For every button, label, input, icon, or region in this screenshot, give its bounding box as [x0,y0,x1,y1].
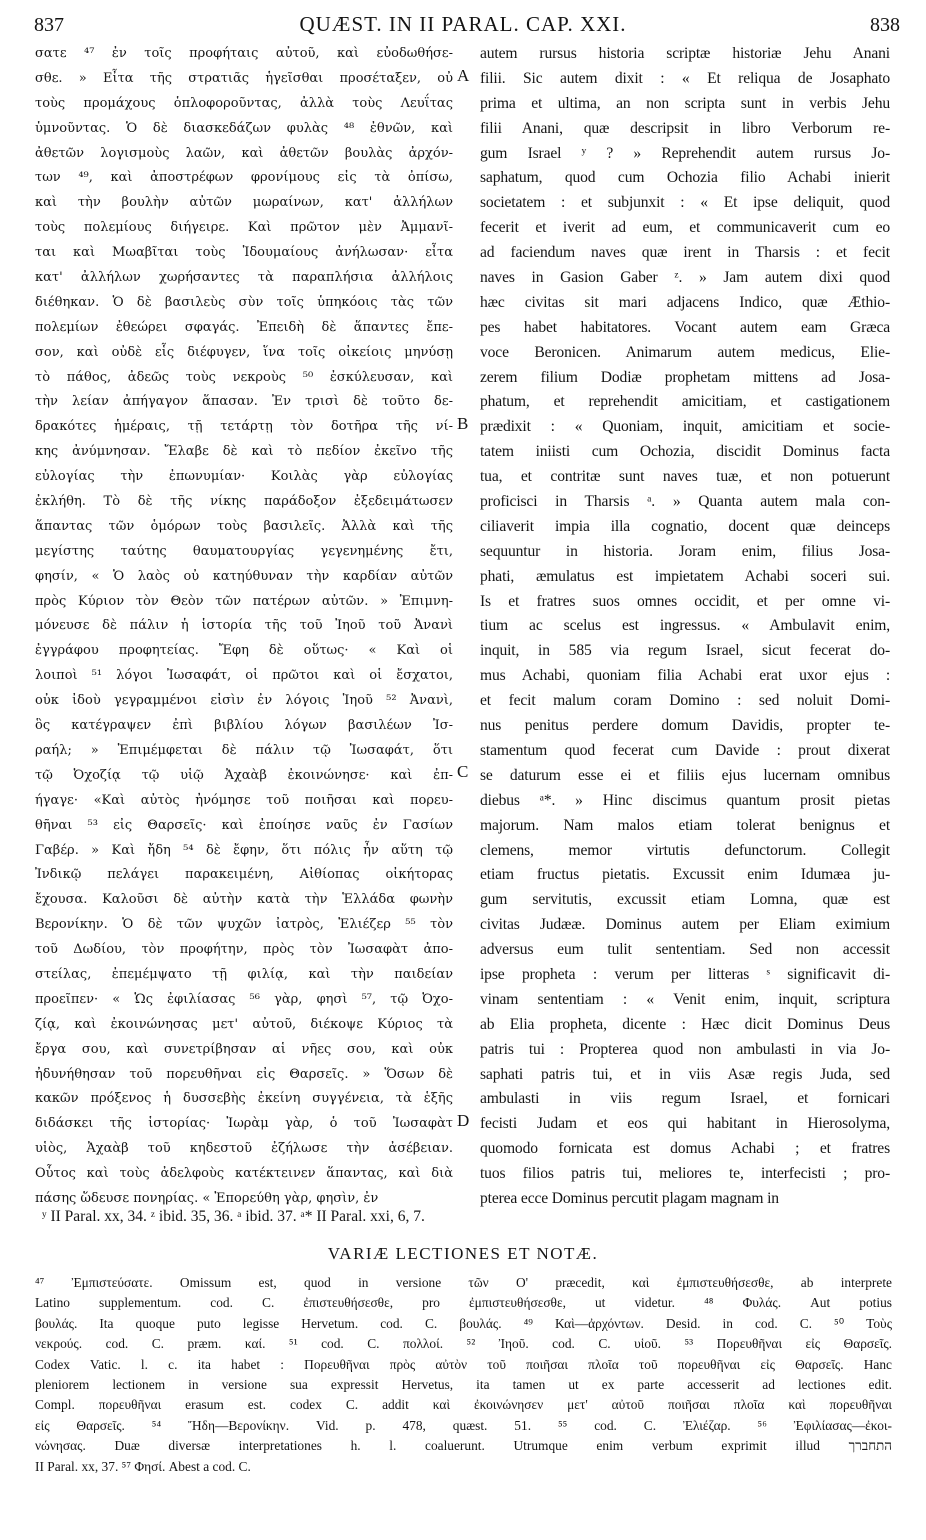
page-number-left: 837 [34,14,64,36]
margin-letter-a: A [457,66,470,85]
latin-text-line: etiam fructus pietatis. Excussit enim Idumæa ju- [480,866,890,884]
scripture-references: ʸ II Paral. xx, 34. ᶻ ibid. 35, 36. ᵃ ibid. 37. ᵃ* II Paral. xxi, 6, 7. [42,1208,425,1225]
greek-text-line: ἠδυνήθησαν τοῦ πορευθῆναι εἰς Θαρσεῖς. » Ὅσων δὲ [35,1066,453,1082]
latin-text-line: saphati patris tui, et in viis Asæ regis Juda, sed [480,1065,890,1083]
greek-text-line: τοὺς πολεμίους διήγειρε. Καὶ πρῶτον μὲν Ἀμμανῖ- [35,220,453,236]
greek-text-line: κης ἀνύμνησαν. Ἔλαβε δὲ καὶ τὸ πεδίον ἐκεῖνο τῆς [35,444,453,460]
note-line: ⁴⁷ Ἐμπιστεύσατε. Omissum est, quod in versione τῶν Ο' præcedit, καὶ ἐμπιστευθήσεσθε, ab interprete [35,1275,892,1290]
greek-text-line: τοῦ Δωδίου, τὸν προφήτην, πρὸς τὸν Ἰωσαφὰτ ἀπο- [35,942,453,958]
latin-text-line: ipse propheta : verum per litteras ˢ significavit di- [480,965,890,983]
latin-text-line: naves in Gasion Gaber ᶻ. » Jam autem dixi quod [480,269,890,287]
latin-text-line: inquit, in 585 via regum Israel, sicut fecerat do- [480,642,890,660]
latin-text-line: nus penitus perdere domum Davidis, propter te- [480,717,890,735]
greek-text-line: εὐλογίας τὴν ἐπωνυμίαν· Κοιλὰς γὰρ εὐλογίας [35,469,453,485]
latin-text-line: tatem iniisti cum Ochozia, discidit Dominus facta [480,443,890,461]
greek-text-line: σθε. » Εἶτα τῆς στρατιᾶς ἡγεῖσθαι προσέταξεν, οὐ [35,70,453,86]
greek-text-line: σατε ⁴⁷ ἐν τοῖς προφήταις αὐτοῦ, καὶ εὐοδωθήσε- [35,46,453,61]
latin-text-line: vinam sententiam : « Venit enim, inquit, scriptura [480,990,890,1008]
latin-text-line: tium ac scelus est ingressus. « Ambulavit enim, [480,617,890,635]
latin-text-line: tua, et contritæ sunt naves tuæ, et non potuerunt [480,468,890,486]
latin-text-line: sequuntur in historia. Joram enim, filius Josa- [480,542,890,560]
greek-text-line: μεγίστης ταύτης θαυματουργίας γεγενημένης ἔτι, [35,543,453,559]
latin-text-line: fecerit et iverit ad eum, et communicaverit cum eo [480,219,890,237]
page-header [0,10,926,40]
margin-letter-c: C [457,762,469,781]
greek-text-line: τὴν λείαν ἀπήγαγον ἅπασαν. Ἐν τρισὶ δὲ τοῦτο δε- [35,394,453,410]
latin-text-line: prima et ultima, an non scripta sunt in verbis Jehu [480,94,890,112]
greek-text-line: πολεμίων ἐθεώρει σφαγάς. Ἐπειδὴ δὲ ἅπαντες ἔπε- [35,319,453,335]
latin-text-line: gum servitutis, excussit etiam Lomna, quæ est [480,891,890,909]
running-title: QUÆST. IN II PARAL. CAP. XXI. [299,12,627,36]
latin-text-line: gum Israel ʸ ? » Reprehendit autem rursus Jo- [480,144,890,162]
latin-text-line: civitas Judææ. Dominus autem per Eliam eximium [480,916,890,934]
latin-text-line: ab Elia propheta, dicente : Hæc dicit Dominus Deus [480,1015,890,1033]
greek-text-line: οὐκ ἰδοὺ γεγραμμένοι εἰσὶν ἐν λόγοις Ἰηοῦ ⁵² Ἀνανὶ, [35,693,453,709]
greek-text-line: Γαβέρ. » Καὶ ἤδη ⁵⁴ δὲ ἔφην, ὅτι πόλις ἦν αὕτη τῷ [35,842,453,858]
note-line: Latino supplementum. cod. C. ἐπιστευθήσεσθε, pro ἐμπιστευθήσεσθε, ut videtur. ⁴⁸ Φυλάς. Aut potius [35,1295,892,1311]
greek-text-line: διέθηκαν. Ὁ δὲ βασιλεὺς σὺν τοῖς ὑπηκόοις τὰς τῶν [35,294,453,310]
greek-text-line: καὶ τὴν βουλὴν αὐτῶν μωραίνων, κατ' ἀλλήλων [35,195,453,211]
greek-text-line: κακῶν πρόξενος ἡ δυσσεβὴς ἐκείνη συγγένεια, τὰ ἑξῆς [35,1091,453,1107]
greek-text-line: μόνευσε δὲ πάλιν ἡ ἱστορία τῆς τοῦ Ἰηοῦ τοῦ Ἀνανὶ [35,618,453,634]
notes-heading: VARIÆ LECTIONES ET NOTÆ. [327,1244,599,1263]
latin-text-line: societatem : et subjunxit : « Et ipse deliquit, quod [480,194,890,212]
latin-text-line: diebus ᵃ*. » Hinc discimus quantum prosit pietas [480,791,890,809]
margin-letter-d: D [457,1111,470,1130]
latin-text-line: se daturum esse ei et filiis ejus lucernam omnibus [480,766,890,784]
latin-text-line: pes habet habitatores. Vocant autem eam Græca [480,318,890,336]
latin-text-line: fecisti Judam et eos qui habitant in Hierosolyma, [480,1115,890,1133]
note-line: II Paral. xx, 37. ⁵⁷ Φησί. Abest a cod. C. [35,1458,251,1474]
note-line: βουλάς. Ita quoque puto legisse Hervetum. cod. C. βουλάς. ⁴⁹ Καὶ—ἀρχόντων. Desid. in cod. C. ⁵⁰ Τοὺς [35,1315,892,1331]
greek-text-line: σον, καὶ οὐδὲ εἷς διέφυγεν, ἵνα τοῖς οἰκείοις μηνύσῃ [35,344,453,360]
greek-text-line: ἐγγράφου προφητείας. Ἔφη δὲ οὕτως· « Καὶ οἱ [35,643,453,659]
variant-readings-notes [35,1273,892,1477]
latin-text-column [480,42,890,1212]
greek-text-line: Οὗτος καὶ τοὺς ἀδελφοὺς κατέκτεινεν ἅπαντας, καὶ διὰ [35,1166,453,1182]
greek-text-line: πάσης ὥδευσε πονηρίας. « Ἐπορεύθη γὰρ, φησὶν, ἐν [35,1190,379,1206]
latin-text-line: hæc civitas sit mari adjacens Indico, quæ Æthio- [480,293,890,311]
margin-letter-b: B [457,414,469,433]
latin-text-line: tuos filios patris tui, meliores te, interfecisti ; pro- [480,1165,890,1183]
greek-text-line: Ἰνδικῷ πελάγει παρακειμένη, Αἰθίοπας οἰκήτορας [35,867,453,883]
latin-text-line: ciliaverit impia illa cognatio, docent quæ deinceps [480,517,890,535]
latin-text-line: phatum, et reprehendit amicitiam, et castigationem [480,393,890,411]
latin-text-line: proficisci in Tharsis ᵃ. » Quanta autem mala con- [480,493,890,511]
greek-text-line: ὃς κατέγραψεν ἐπὶ βιβλίου λόγων βασιλέων Ἰσ- [35,718,453,734]
latin-text-line: stamentum quod fecerat cum Davide : prout dixerat [480,741,890,759]
greek-text-line: Βερονίκην. Ὁ δὲ τῶν ψυχῶν ἰατρὸς, Ἐλιέζερ ⁵⁵ τὸν [35,917,453,933]
greek-text-line: ἀθετῶν λογισμοὺς λαῶν, καὶ ἀθετῶν βουλὰς ἀρχόν- [35,145,453,161]
greek-text-line: τοὺς προμάχους ὁπλοφοροῦντας, ἀλλὰ τοὺς Λευΐτας [35,95,453,111]
latin-text-line: autem rursus historia scriptæ historiæ Jehu Anani [480,45,890,62]
greek-text-line: τὸ πάθος, ἀδεῶς τοὺς νεκροὺς ⁵⁰ ἐσκύλευσαν, καὶ [35,369,453,385]
greek-text-line: κατ' ἀλλήλων χωρήσαντες τὰ παραπλήσια ἀλλήλοις [35,270,453,286]
latin-text-line: mus Achabi, quoniam filia Achabi erat uxor ejus : [480,667,890,685]
greek-text-line: ἅπαντας τῶν ὁμόρων τοὺς βασιλεῖς. Ἀλλὰ καὶ τῆς [35,518,453,534]
greek-text-line: ἐκλήθη. Τὸ δὲ τῆς νίκης παράδοξον ἐξεδειμάτωσεν [35,494,453,510]
greek-text-line: προεῖπεν· « Ὡς ἐφιλίασας ⁵⁶ γὰρ, φησὶ ⁵⁷, τῷ Ὀχο- [35,991,453,1007]
greek-text-line: υἱὸς, Ἀχαὰβ τοῦ κηδεστοῦ ἐζήλωσε τὴν ἀσέβειαν. [35,1141,453,1157]
greek-text-line: δρακότες ἡμέραις, τῇ τετάρτῃ τὸν δοτῆρα τῆς νί- [35,419,453,435]
latin-text-line: zerem filium Dodiæ prophetam mittens ad Josa- [480,368,890,386]
greek-text-line: ραήλ; » Ἐπιμέμφεται δὲ πάλιν τῷ Ἰωσαφάτ, ὅτι [35,742,453,758]
latin-text-line: saphatum, quod cum Ochozia filio Achabi inierit [480,169,890,187]
greek-text-line: ται καὶ Μωαβῖται τοὺς Ἰδουμαίους ἀνήλωσαν· εἶτα [35,245,453,261]
greek-text-line: διδάσκει τῆς ἱστορίας· Ἰωρὰμ γὰρ, ὁ τοῦ Ἰωσαφὰτ [35,1116,453,1132]
greek-text-line: πρὸς Κύριον τὸν Θεὸν τῶν πατέρων αὐτῶν. » Ἐπιμνη- [35,593,453,609]
greek-text-line: ὑμνοῦντας. Ὁ δὲ διασκεδάζων φυλὰς ⁴⁸ ἐθνῶν, καὶ [35,120,453,136]
greek-text-line: ἔργα σου, καὶ συνετρίβησαν αἱ νῆες σου, καὶ οὐκ [35,1041,453,1057]
greek-text-line: των ⁴⁹, καὶ ἀποστρέφων φρονίμους εἰς τὰ ὀπίσω, [35,170,453,186]
note-line: pleniorem lectionem in versione sua expressit Hervetus, ita tamen ut ex parte accesserit ad lectiones edit. [35,1376,892,1392]
latin-text-line: et fecit malum coram Domino : sed noluit Domi- [480,692,890,710]
latin-text-line: prædixit : « Quoniam, inquit, amicitiam et socie- [480,418,890,436]
latin-text-line: Is et fratres suos omnes occidit, et per omne vi- [480,592,890,610]
latin-text-line: pterea ecce Dominus percutit plagam magnam in [480,1189,779,1207]
greek-text-column [35,42,453,1212]
latin-text-line: adversus eum tulit sententiam. Sed non accessit [480,941,890,959]
greek-text-line: ζίᾳ, καὶ ἐκοινώνησας μετ' αὐτοῦ, διέκοψε Κύριος τὰ [35,1016,453,1032]
greek-text-line: θῆναι ⁵³ εἰς Θαρσεῖς· καὶ ἐποίησε ναῦς ἐν Γασίων [35,817,453,833]
latin-text-line: voce Beronicen. Animarum autem medicus, Elie- [480,343,890,361]
note-line: νώνησας. Duæ diversæ interpretationes h. l. coaluerunt. Utrumque enim verbum exprimit illud התחברך [35,1438,892,1454]
page-number-right: 838 [870,14,900,36]
latin-text-line: patris tui : Propterea quod non ambulasti in via Jo- [480,1040,890,1058]
greek-text-line: λοιποὶ ⁵¹ λόγοι Ἰωσαφάτ, οἱ πρῶτοι καὶ οἱ ἔσχατοι, [35,668,453,684]
latin-text-line: ad faciendum naves quæ irent in Tharsis : et fecit [480,244,890,262]
latin-text-line: majorum. Nam malos etiam tolerat benignus et [480,816,890,834]
latin-text-line: quomodo fornicata est domus Achabi ; et fratres [480,1140,890,1158]
greek-text-line: ἔχουσα. Καλοῦσι δὲ αὐτὴν κατὰ τὴν Ἑλλάδα φωνὴν [35,892,453,908]
note-line: νεκρούς. cod. C. præm. καί. ⁵¹ cod. C. πολλοί. ⁵² Ἰηοῦ. cod. C. υἱοῦ. ⁵³ Πορευθῆναι εἰς Θαρσεῖς. [35,1336,892,1352]
greek-text-line: ήγαγε· «Καὶ αὐτὸς ἠνόμησε τοῦ ποιῆσαι καὶ πορευ- [35,792,453,808]
greek-text-line: φησίν, « Ὁ λαὸς οὐ κατηύθυναν τὴν καρδίαν αὐτῶν [35,568,453,584]
note-line: Compl. πορευθῆναι erasum est. codex C. addit καὶ ἐκοινώνησεν μετ' αὐτοῦ ποιῆσαι πλοῖα καὶ πορευθῆναι [35,1397,892,1413]
latin-text-line: ambulasti in viis regum Israel, et fornicari [480,1090,890,1108]
latin-text-line: filii Anani, quæ descripsit in libro Verborum re- [480,119,890,137]
greek-text-line: στείλας, ἐπεμέμψατο τῇ φιλίᾳ, καὶ τὴν παιδείαν [35,966,453,982]
note-line: Codex Vatic. l. c. ita habet : Πορευθῆναι πρὸς αὐτὸν τοῦ ποιῆσαι πλοῖα τοῦ πορευθῆναι εἰς Θαρσεῖς. Hanc [35,1356,892,1372]
latin-text-line: filii. Sic autem dixit : « Et reliqua de Josaphato [480,69,890,87]
greek-text-line: τῷ Ὀχοζίᾳ τῷ υἱῷ Ἀχαὰβ ἐκοινώνησε· καὶ ἐπ- [35,767,453,783]
note-line: εἰς Θαρσεῖς. ⁵⁴ Ἤδη—Βερονίκην. Vid. p. 478, quæst. 51. ⁵⁵ cod. C. Ἐλιέζαρ. ⁵⁶ Ἐφιλίασας—ἐκοι- [35,1417,892,1433]
latin-text-line: clemens, memor virtutis defunctorum. Collegit [480,841,890,859]
latin-text-line: phati, æmulatus est impietatem Achabi soceri sui. [480,567,890,585]
